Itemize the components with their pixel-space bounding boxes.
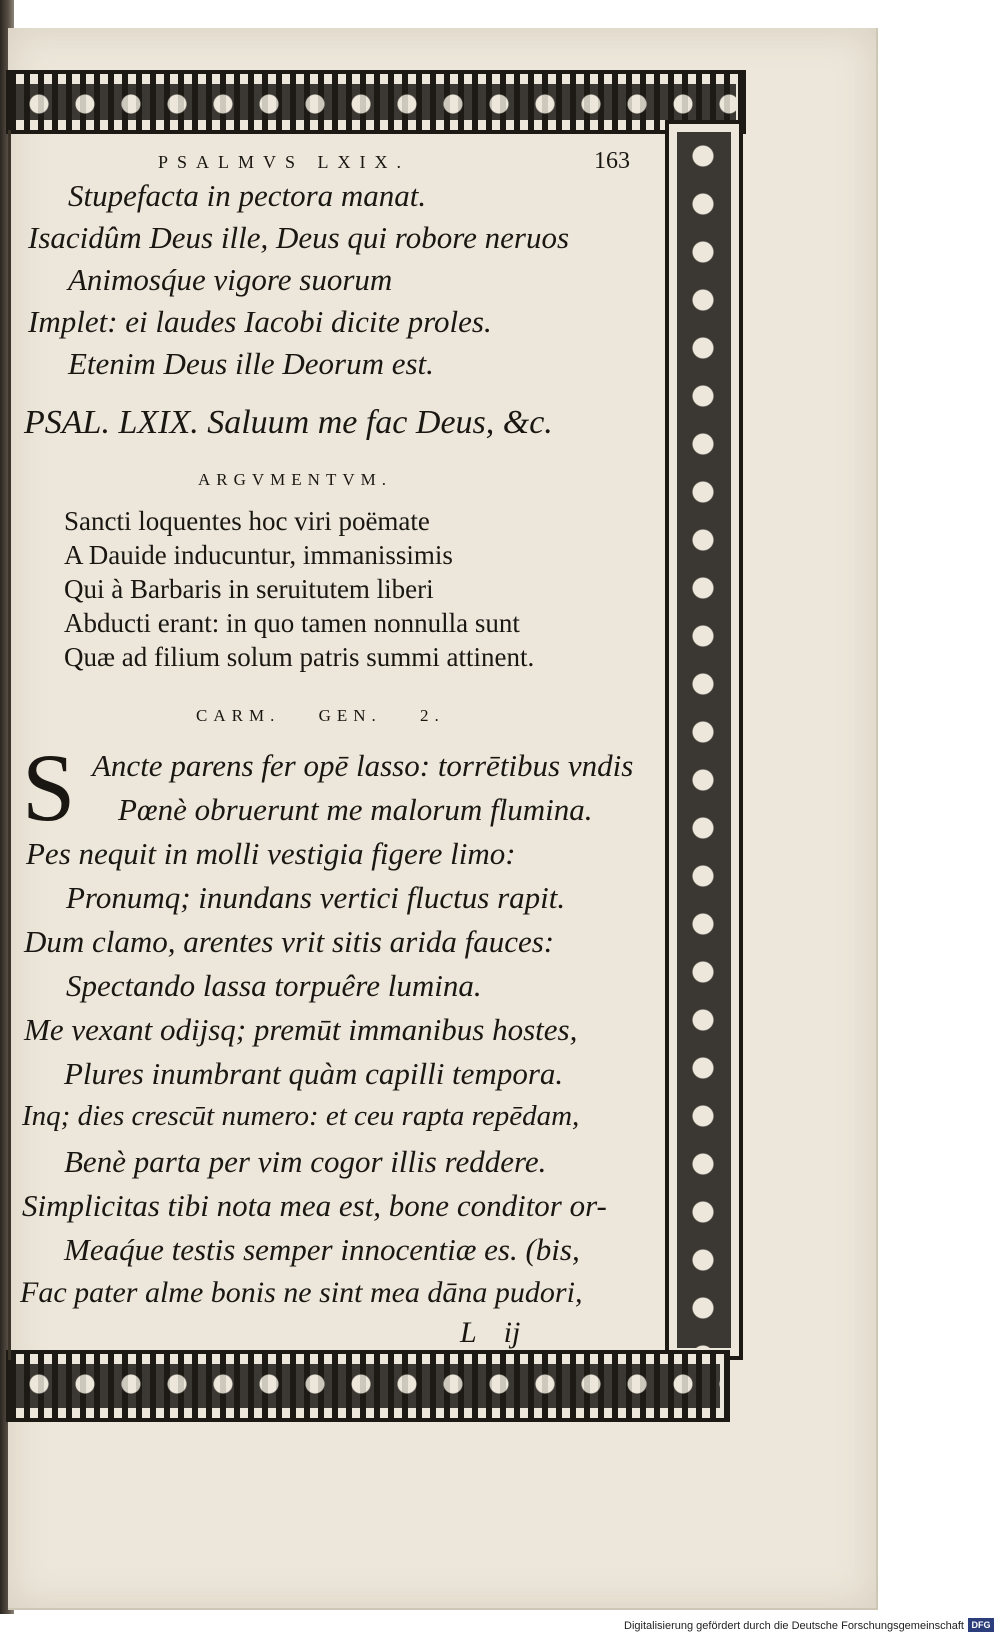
signature-mark: L ij xyxy=(460,1316,521,1349)
poem-line: Simplicitas tibi nota mea est, bone conditor or- xyxy=(22,1188,607,1223)
poem-line: Pœnè obruerunt me malorum flumina. xyxy=(118,792,593,827)
drop-cap: S xyxy=(22,734,76,841)
psalm-title: PSAL. LXIX. Saluum me fac Deus, &c. xyxy=(24,404,553,441)
argument-line: Quæ ad filium solum patris summi attinent. xyxy=(64,642,535,672)
poem-line: Benè parta per vim cogor illis reddere. xyxy=(64,1144,547,1179)
dfg-logo: DFG xyxy=(968,1618,994,1632)
poem-line: Inq; dies crescūt numero: et ceu rapta repēdam, xyxy=(22,1100,580,1132)
verse-line: Etenim Deus ille Deorum est. xyxy=(68,346,434,381)
verse-line: Stupefacta in pectora manat. xyxy=(68,178,427,213)
poem-line: Spectando lassa torpuêre lumina. xyxy=(66,968,482,1003)
verse-line: Animosq́ue vigore suorum xyxy=(68,262,393,297)
ornamental-border-top xyxy=(6,70,746,134)
page-number: 163 xyxy=(594,148,630,174)
argument-line: Sancti loquentes hoc viri poëmate xyxy=(64,506,430,536)
page-edge-line xyxy=(8,130,11,1360)
verse-line: Implet: ei laudes Iacobi dicite proles. xyxy=(28,304,492,339)
running-title: PSALMVS LXIX. xyxy=(158,152,411,172)
poem-line: Plures inumbrant quàm capilli tempora. xyxy=(64,1056,564,1091)
poem-line: Pes nequit in molli vestigia figere limo: xyxy=(26,836,516,871)
poem-line: Ancte parens fer opē lasso: torrētibus vndis xyxy=(92,748,634,783)
digitization-credit: Digitalisierung gefördert durch die Deutsche Forschungsgemeinschaft xyxy=(624,1620,964,1632)
argument-heading: ARGVMENTVM. xyxy=(198,470,392,489)
argument-line: A Dauide inducuntur, immanissimis xyxy=(64,540,453,570)
poem-line: Me vexant odijsq; premūt immanibus hostes, xyxy=(24,1012,578,1047)
poem-line: Fac pater alme bonis ne sint mea dāna pudori, xyxy=(20,1276,583,1309)
poem-line: Pronumq; inundans vertici fluctus rapit. xyxy=(66,880,566,915)
meter-heading: CARM. GEN. 2. xyxy=(196,706,445,725)
argument-line: Abducti erant: in quo tamen nonnulla sunt xyxy=(64,608,520,638)
ornamental-border-bottom xyxy=(6,1350,730,1422)
verse-line: Isacidûm Deus ille, Deus qui robore neruos xyxy=(28,220,570,255)
poem-line: Dum clamo, arentes vrit sitis arida fauces: xyxy=(24,924,555,959)
poem-line: Meaq́ue testis semper innocentiæ es. (bis, xyxy=(64,1232,580,1267)
argument-line: Qui à Barbaris in seruitutem liberi xyxy=(64,574,434,604)
ornamental-border-right xyxy=(665,120,743,1360)
